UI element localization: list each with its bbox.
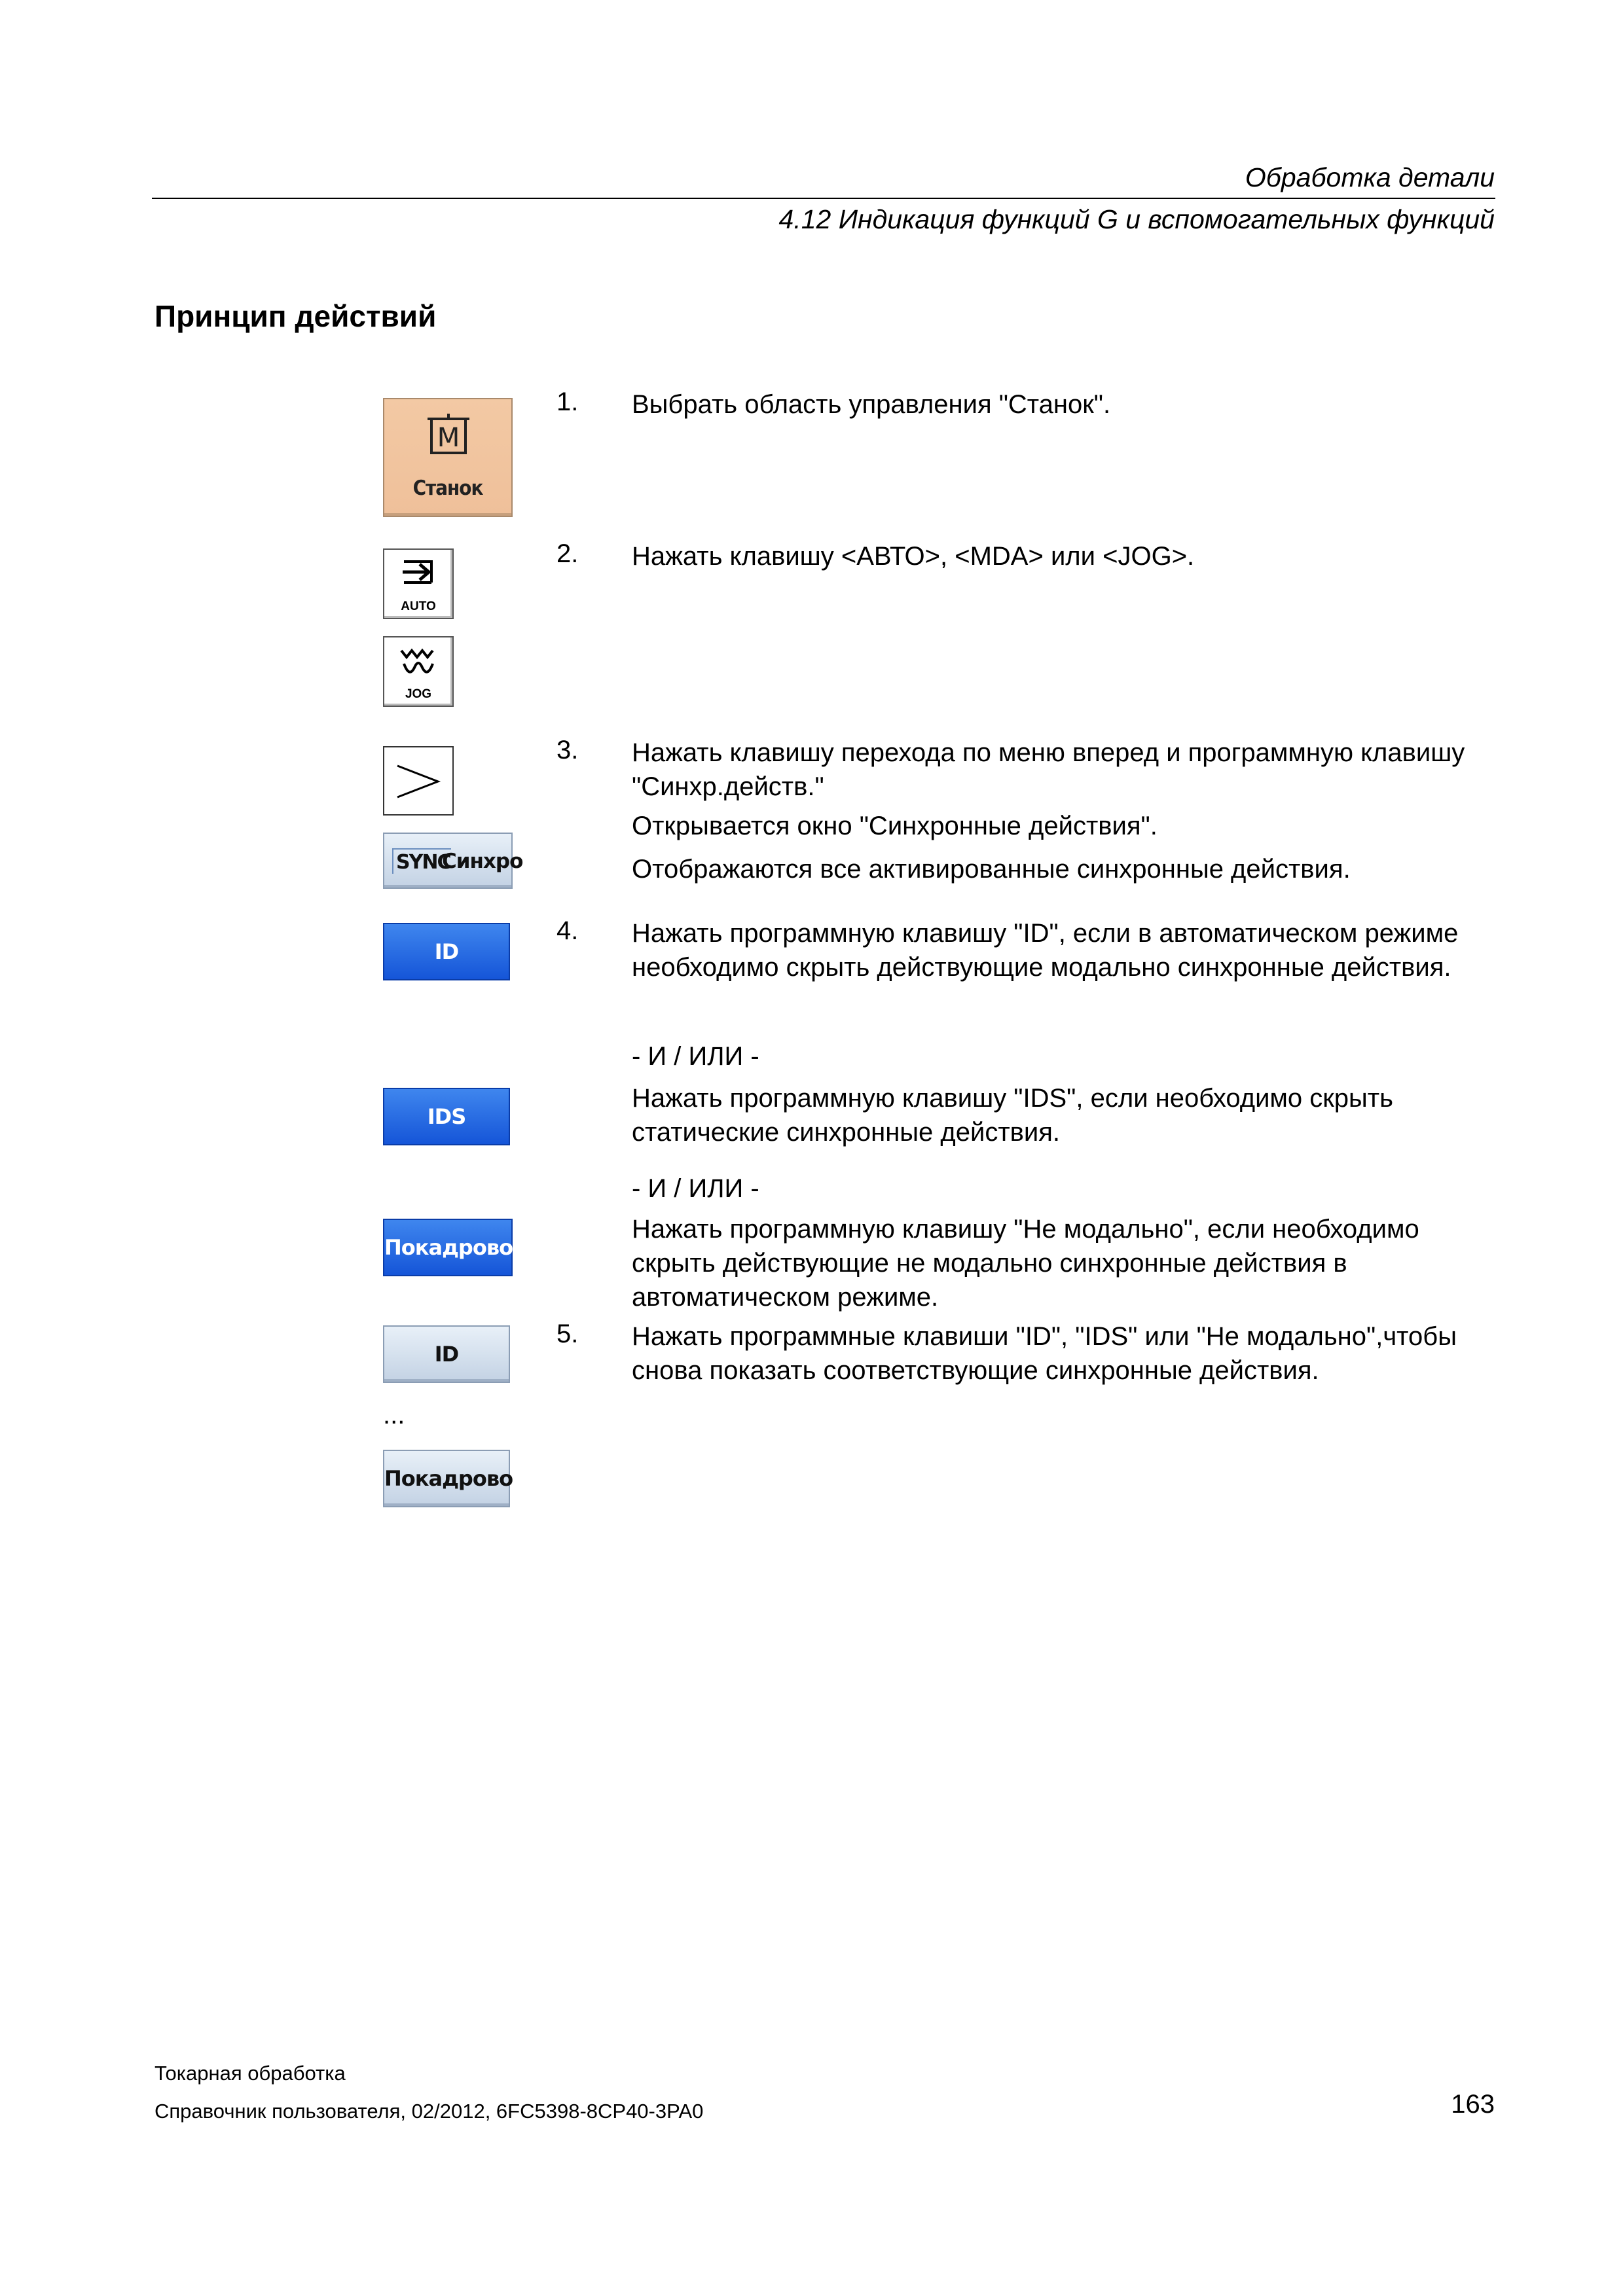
pokadrovo-softkey-inactive[interactable] [383, 1450, 513, 1507]
chevron-right-icon [384, 747, 452, 814]
step-3-result-1: Открывается окно "Синхронные действия". [632, 812, 1158, 840]
pokadrovo-softkey[interactable] [383, 1219, 513, 1276]
step-3-text: Нажать клавишу перехода по меню вперед и программную клавишу "Синхр.действ." [632, 738, 1465, 801]
step-3-number: 3. [556, 736, 579, 764]
step-5-number: 5. [556, 1319, 579, 1348]
jog-key-label: JOG [405, 687, 432, 701]
machine-area-label: Станок [412, 476, 483, 500]
svg-text:M: M [437, 423, 460, 453]
header-rule [152, 198, 1495, 199]
sync-actions-softkey[interactable] [383, 833, 523, 889]
machine-icon [425, 412, 472, 457]
ids-softkey-label: IDS [427, 1104, 466, 1129]
pokadrovo-inactive-label: Покадрово [384, 1466, 513, 1491]
step-5-text: Нажать программные клавиши "ID", "IDS" или "Не модально",чтобы снова показать соответствующие синхронные действия. [632, 1322, 1457, 1385]
id-inactive-label: ID [434, 1342, 459, 1367]
page-number: 163 [1451, 2090, 1495, 2119]
step-4-or-1: - И / ИЛИ - [632, 1042, 759, 1071]
jog-wave-icon [384, 637, 452, 690]
step-2-text: Нажать клавишу <АВТО>, <MDA> или <JOG>. [632, 542, 1195, 571]
step-4-text: Нажать программную клавишу "ID", если в автоматическом режиме необходимо скрыть действующие модально синхронные действия. [632, 919, 1459, 982]
step-4-alt-2: Нажать программную клавишу "Не модально", если необходимо скрыть действующие не модально синхронные действия в автоматическом режиме. [632, 1215, 1419, 1312]
step-4-alt-1: Нажать программную клавишу "IDS", если необходимо скрыть статические синхронные действия. [632, 1084, 1393, 1147]
footer-manual-info: Справочник пользователя, 02/2012, 6FC5398-8CP40-3PA0 [155, 2100, 704, 2123]
auto-key[interactable] [383, 548, 454, 619]
id-softkey-inactive[interactable] [383, 1325, 510, 1383]
section-title: 4.12 Индикация функций G и вспомогательных функций [778, 204, 1495, 234]
id-softkey[interactable] [383, 923, 510, 980]
jog-key[interactable] [383, 636, 454, 707]
step-4-or-2: - И / ИЛИ - [632, 1174, 759, 1203]
section-heading: Принцип действий [155, 299, 437, 333]
auto-arrow-icon [384, 550, 452, 602]
chapter-title: Обработка детали [1245, 162, 1495, 192]
ids-softkey[interactable] [383, 1088, 510, 1145]
footer-book-title: Токарная обработка [155, 2062, 346, 2085]
machine-area-button[interactable] [383, 398, 513, 517]
step-1-number: 1. [556, 387, 579, 416]
sync-icon: SYNC [392, 848, 451, 874]
auto-key-label: AUTO [401, 600, 436, 613]
step-1-text: Выбрать область управления "Станок". [632, 390, 1111, 419]
pokadrovo-softkey-label: Покадрово [384, 1235, 513, 1260]
ellipsis: ... [383, 1401, 405, 1429]
menu-forward-key[interactable] [383, 746, 454, 816]
step-3-result-2: Отображаются все активированные синхронные действия. [632, 855, 1351, 884]
step-2-number: 2. [556, 539, 579, 568]
id-softkey-label: ID [434, 939, 459, 964]
sync-softkey-label: Синхро [442, 850, 523, 873]
step-4-number: 4. [556, 916, 579, 945]
